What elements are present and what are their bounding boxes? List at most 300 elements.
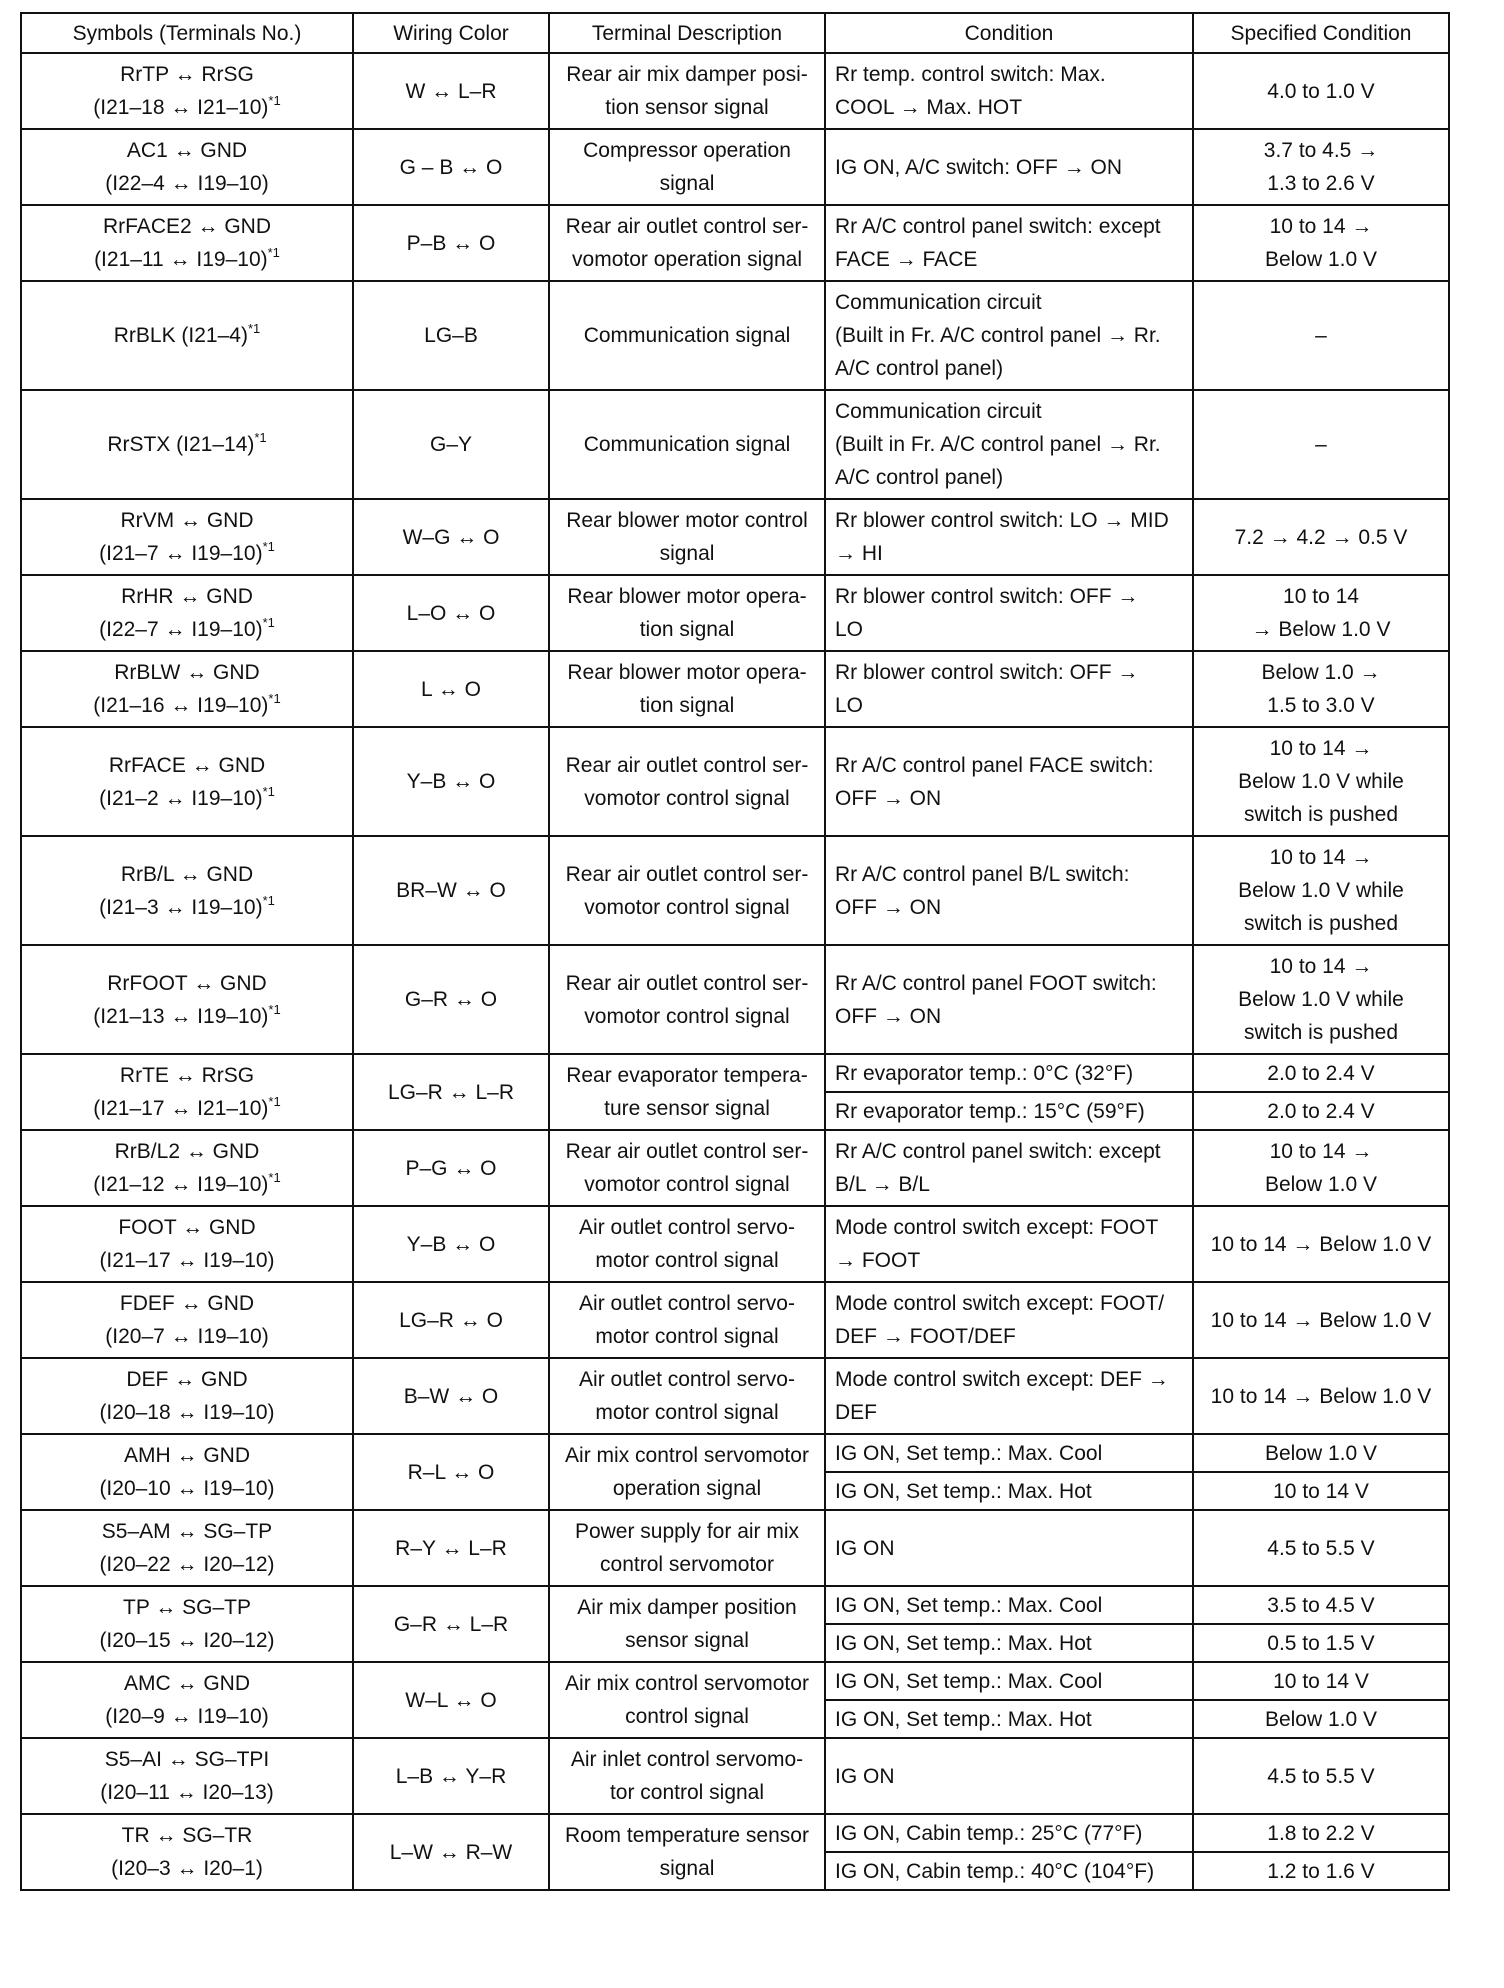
description-line: operation signal xyxy=(612,1477,762,1500)
terminal-numbers xyxy=(31,782,343,815)
description-line: control signal xyxy=(625,1705,749,1728)
footnote-mark: *1 xyxy=(262,615,275,630)
symbol-text: RrTP ↔ RrSG xyxy=(120,63,254,86)
terminal-numbers xyxy=(31,1092,343,1125)
description-line: tor control signal xyxy=(609,1781,765,1804)
wiring-color-cell: LG–R ↔ L–R xyxy=(353,1054,549,1130)
terminal-numbers xyxy=(31,1396,343,1429)
description-line: Air inlet control servomo- xyxy=(570,1748,804,1771)
condition-cell xyxy=(825,1852,1193,1890)
specified-line: Below 1.0 → xyxy=(1261,661,1381,684)
description-cell xyxy=(549,1662,825,1738)
specified-condition-cell xyxy=(1193,1586,1449,1624)
description-cell xyxy=(549,499,825,575)
condition-cell xyxy=(825,575,1193,651)
description-line: tion sensor signal xyxy=(605,96,769,119)
condition-line: Rr blower control switch: OFF → xyxy=(835,585,1139,608)
table-row xyxy=(21,1054,1449,1092)
condition-cell xyxy=(825,281,1193,390)
wiring-color-cell: G–Y xyxy=(353,390,549,499)
condition-line: COOL → Max. HOT xyxy=(835,96,1023,119)
terminal-numbers-text: (I21–17 ↔ I19–10) xyxy=(99,1249,275,1272)
condition-line: IG ON, Set temp.: Max. Cool xyxy=(835,1669,1103,1693)
symbol-text: RrB/L ↔ GND xyxy=(120,862,254,886)
specified-line: – xyxy=(1315,433,1327,456)
condition-cell xyxy=(825,499,1193,575)
condition-line: (Built in Fr. A/C control panel → Rr. xyxy=(835,433,1161,456)
description-cell xyxy=(549,1358,825,1434)
condition-cell xyxy=(825,1472,1193,1510)
wiring-color-cell: BR–W ↔ O xyxy=(353,836,549,945)
description-line: Air outlet control servo- xyxy=(579,1292,795,1315)
symbol-line xyxy=(31,58,343,91)
specified-condition-cell xyxy=(1193,1624,1449,1662)
wiring-color-cell: R–L ↔ O xyxy=(353,1434,549,1510)
symbol-line xyxy=(31,1211,343,1244)
condition-line: DEF → FOOT/DEF xyxy=(835,1325,1016,1348)
terminal-numbers xyxy=(31,1624,343,1657)
terminal-table xyxy=(20,12,1450,1891)
wiring-color-cell: G–R ↔ O xyxy=(353,945,549,1054)
symbol-cell xyxy=(21,1054,353,1130)
condition-line: Rr A/C control panel FACE switch: xyxy=(835,753,1154,777)
table-row xyxy=(21,281,1449,390)
description-line: Rear air outlet control ser- xyxy=(565,862,809,886)
footnote-mark: *1 xyxy=(247,321,261,336)
description-line: Air outlet control servo- xyxy=(579,1216,795,1239)
specified-condition-cell xyxy=(1193,1700,1449,1738)
symbol-cell xyxy=(21,1358,353,1434)
description-cell xyxy=(549,575,825,651)
description-line: Rear air outlet control ser- xyxy=(565,753,809,777)
terminal-numbers-text: (I21–7 ↔ I19–10) xyxy=(99,542,263,565)
specified-line: 0.5 to 1.5 V xyxy=(1267,1631,1375,1655)
footnote-mark: *1 xyxy=(268,1170,281,1185)
condition-cell xyxy=(825,205,1193,281)
condition-line: IG ON, Set temp.: Max. Hot xyxy=(835,1479,1092,1503)
description-cell xyxy=(549,129,825,205)
symbol-line xyxy=(31,580,343,613)
description-cell xyxy=(549,1586,825,1662)
description-line: motor control signal xyxy=(595,1325,779,1348)
specified-line: – xyxy=(1315,324,1327,347)
description-cell xyxy=(549,945,825,1054)
condition-cell xyxy=(825,53,1193,129)
condition-line: OFF → ON xyxy=(835,1004,942,1028)
table-row xyxy=(21,836,1449,945)
description-line: tion signal xyxy=(639,618,735,641)
condition-line: A/C control panel) xyxy=(835,357,1004,380)
terminal-numbers xyxy=(31,1776,343,1809)
specified-condition-cell xyxy=(1193,1814,1449,1852)
footnote-mark: *1 xyxy=(268,93,281,108)
specified-line: 2.0 to 2.4 V xyxy=(1267,1061,1375,1085)
symbol-line xyxy=(31,1439,343,1472)
table-row xyxy=(21,651,1449,727)
condition-line: Rr A/C control panel FOOT switch: xyxy=(835,971,1157,995)
symbol-line xyxy=(31,1667,343,1700)
condition-cell xyxy=(825,1662,1193,1700)
header-row xyxy=(21,13,1449,53)
condition-line: Communication circuit xyxy=(835,400,1042,423)
condition-line: Mode control switch except: FOOT xyxy=(835,1216,1159,1239)
description-cell xyxy=(549,1738,825,1814)
specified-line: 10 to 14 → xyxy=(1269,846,1373,869)
description-cell xyxy=(549,1054,825,1130)
specified-line: → Below 1.0 V xyxy=(1251,618,1391,641)
terminal-numbers-text: (I20–10 ↔ I19–10) xyxy=(99,1477,275,1500)
symbol-line xyxy=(31,1135,343,1168)
description-line: Communication signal xyxy=(583,324,791,347)
condition-cell xyxy=(825,1738,1193,1814)
symbol-text: DEF ↔ GND xyxy=(126,1368,248,1391)
specified-condition-cell xyxy=(1193,1092,1449,1130)
condition-cell xyxy=(825,1130,1193,1206)
specified-line: 10 to 14 xyxy=(1283,585,1359,608)
description-cell xyxy=(549,727,825,836)
condition-cell xyxy=(825,390,1193,499)
specified-condition-cell xyxy=(1193,1472,1449,1510)
symbol-cell xyxy=(21,129,353,205)
symbol-cell xyxy=(21,1434,353,1510)
symbol-cell xyxy=(21,1130,353,1206)
condition-line: OFF → ON xyxy=(835,895,942,919)
specified-condition-cell xyxy=(1193,1434,1449,1472)
table-row xyxy=(21,1738,1449,1814)
specified-line: 10 to 14 → Below 1.0 V xyxy=(1210,1308,1432,1332)
description-line: Rear air outlet control ser- xyxy=(565,215,809,238)
symbol-line xyxy=(31,1515,343,1548)
wiring-color-cell: R–Y ↔ L–R xyxy=(353,1510,549,1586)
table-row xyxy=(21,1662,1449,1700)
condition-line: (Built in Fr. A/C control panel → Rr. xyxy=(835,324,1161,347)
symbol-line xyxy=(31,134,343,167)
description-line: Air mix damper position xyxy=(577,1596,797,1619)
specified-condition-cell xyxy=(1193,836,1449,945)
condition-line: B/L → B/L xyxy=(835,1173,930,1196)
description-line: Rear air outlet control ser- xyxy=(565,971,809,995)
symbol-cell xyxy=(21,205,353,281)
specified-condition-cell xyxy=(1193,205,1449,281)
condition-line: Mode control switch except: FOOT/ xyxy=(835,1292,1165,1315)
symbol-cell xyxy=(21,651,353,727)
condition-line: Rr evaporator temp.: 15°C (59°F) xyxy=(835,1099,1145,1123)
specified-condition-cell xyxy=(1193,1662,1449,1700)
description-line: Rear blower motor opera- xyxy=(567,585,807,608)
condition-line: Rr A/C control panel switch: except xyxy=(835,1140,1161,1163)
specified-condition-cell xyxy=(1193,1510,1449,1586)
description-line: Room temperature sensor xyxy=(565,1824,809,1847)
condition-line: Rr A/C control panel switch: except xyxy=(835,215,1161,238)
condition-cell xyxy=(825,1510,1193,1586)
terminal-numbers-text: (I21–11 ↔ I19–10) xyxy=(94,248,268,271)
terminal-numbers-text: (I21–17 ↔ I21–10) xyxy=(93,1097,269,1120)
symbol-cell xyxy=(21,1738,353,1814)
specified-condition-cell xyxy=(1193,1130,1449,1206)
header-specified-condition: Specified Condition xyxy=(1193,13,1449,53)
condition-line: IG ON, Set temp.: Max. Hot xyxy=(835,1707,1092,1731)
condition-cell xyxy=(825,945,1193,1054)
symbol-cell xyxy=(21,727,353,836)
specified-line: 10 to 14 → Below 1.0 V xyxy=(1210,1384,1432,1408)
footnote-mark: *1 xyxy=(268,1094,281,1109)
terminal-numbers-text: (I20–3 ↔ I20–1) xyxy=(111,1857,263,1880)
specified-line: 10 to 14 V xyxy=(1273,1669,1369,1693)
wiring-color-cell: P–G ↔ O xyxy=(353,1130,549,1206)
wiring-color-cell: P–B ↔ O xyxy=(353,205,549,281)
condition-line: → HI xyxy=(835,542,883,565)
symbol-text: TR ↔ SG–TR xyxy=(121,1824,253,1847)
condition-line: LO xyxy=(835,618,864,641)
specified-line: 10 to 14 → Below 1.0 V xyxy=(1210,1232,1432,1256)
symbol-line xyxy=(31,428,343,461)
specified-condition-cell xyxy=(1193,727,1449,836)
wiring-color-cell: Y–B ↔ O xyxy=(353,1206,549,1282)
specified-line: switch is pushed xyxy=(1243,912,1399,935)
symbol-line xyxy=(31,504,343,537)
symbol-text: FDEF ↔ GND xyxy=(119,1292,255,1315)
symbol-cell xyxy=(21,1510,353,1586)
description-line: Air outlet control servo- xyxy=(579,1368,795,1391)
description-cell xyxy=(549,1434,825,1510)
symbol-text: RrFACE ↔ GND xyxy=(108,753,266,777)
description-cell xyxy=(549,836,825,945)
footnote-mark: *1 xyxy=(262,783,275,799)
condition-line: IG ON, Set temp.: Max. Cool xyxy=(835,1441,1103,1465)
description-line: Air mix control servomotor xyxy=(565,1444,809,1467)
specified-line: 1.8 to 2.2 V xyxy=(1267,1821,1375,1845)
footnote-mark: *1 xyxy=(267,245,280,260)
specified-line: 1.3 to 2.6 V xyxy=(1267,172,1375,195)
description-cell xyxy=(549,1814,825,1890)
condition-line: IG ON, Cabin temp.: 25°C (77°F) xyxy=(835,1821,1143,1845)
specified-line: 3.7 to 4.5 → xyxy=(1263,139,1379,162)
specified-condition-cell xyxy=(1193,1206,1449,1282)
description-line: control servomotor xyxy=(600,1553,774,1576)
table-row xyxy=(21,945,1449,1054)
description-line: signal xyxy=(659,542,715,565)
symbol-text: RrFOOT ↔ GND xyxy=(107,971,267,995)
terminal-numbers xyxy=(31,1472,343,1505)
wiring-color-cell: L–B ↔ Y–R xyxy=(353,1738,549,1814)
condition-line: FACE → FACE xyxy=(835,248,978,271)
specified-line: 1.5 to 3.0 V xyxy=(1267,694,1375,717)
footnote-mark: *1 xyxy=(254,430,267,445)
specified-line: 7.2 → 4.2 → 0.5 V xyxy=(1234,525,1408,549)
condition-cell xyxy=(825,1282,1193,1358)
table-row xyxy=(21,1586,1449,1624)
condition-cell xyxy=(825,1434,1193,1472)
table-row xyxy=(21,129,1449,205)
terminal-numbers xyxy=(31,1320,343,1353)
condition-cell xyxy=(825,651,1193,727)
table-row xyxy=(21,1130,1449,1206)
condition-line: LO xyxy=(835,694,864,717)
symbol-text: AMH ↔ GND xyxy=(124,1444,250,1467)
condition-line: IG ON xyxy=(835,1764,895,1788)
condition-line: Rr evaporator temp.: 0°C (32°F) xyxy=(835,1061,1134,1085)
terminal-numbers xyxy=(31,243,343,276)
description-line: Rear evaporator tempera- xyxy=(566,1064,808,1087)
symbol-line xyxy=(31,1363,343,1396)
specified-line: 10 to 14 → xyxy=(1269,1140,1373,1163)
specified-condition-cell xyxy=(1193,129,1449,205)
symbol-line xyxy=(31,967,343,1000)
condition-line: DEF xyxy=(835,1401,877,1424)
wiring-color-cell: L–O ↔ O xyxy=(353,575,549,651)
symbol-line xyxy=(31,1819,343,1852)
description-line: Air mix control servomotor xyxy=(565,1672,809,1695)
symbol-cell xyxy=(21,281,353,390)
specified-line: 1.2 to 1.6 V xyxy=(1267,1859,1375,1883)
specified-line: switch is pushed xyxy=(1243,803,1399,826)
wiring-color-cell: Y–B ↔ O xyxy=(353,727,549,836)
condition-line: IG ON, Set temp.: Max. Cool xyxy=(835,1593,1103,1617)
wiring-color-cell: G – B ↔ O xyxy=(353,129,549,205)
specified-line: 10 to 14 V xyxy=(1273,1479,1369,1503)
wiring-color-cell: W–L ↔ O xyxy=(353,1662,549,1738)
header-wiring-color: Wiring Color xyxy=(353,13,549,53)
table-row xyxy=(21,1282,1449,1358)
description-line: motor control signal xyxy=(595,1401,779,1424)
condition-line: Mode control switch except: DEF → xyxy=(835,1368,1169,1391)
specified-condition-cell xyxy=(1193,575,1449,651)
table-row xyxy=(21,53,1449,129)
specified-condition-cell xyxy=(1193,1852,1449,1890)
specified-line: 3.5 to 4.5 V xyxy=(1267,1593,1375,1617)
table-row xyxy=(21,575,1449,651)
condition-line: IG ON xyxy=(835,1536,895,1560)
condition-line: A/C control panel) xyxy=(835,466,1004,489)
specified-line: Below 1.0 V xyxy=(1264,1707,1378,1731)
condition-line: Rr blower control switch: LO → MID xyxy=(835,509,1169,532)
specified-line: 4.0 to 1.0 V xyxy=(1267,79,1375,103)
description-cell xyxy=(549,1130,825,1206)
description-line: Rear blower motor control xyxy=(566,509,808,532)
table-row xyxy=(21,205,1449,281)
condition-cell xyxy=(825,129,1193,205)
terminal-numbers xyxy=(31,1852,343,1885)
footnote-mark: *1 xyxy=(262,539,275,554)
table-row xyxy=(21,1434,1449,1472)
description-cell xyxy=(549,1510,825,1586)
condition-line: IG ON, Cabin temp.: 40°C (104°F) xyxy=(835,1859,1155,1883)
terminal-numbers xyxy=(31,537,343,570)
symbol-text: AMC ↔ GND xyxy=(124,1672,250,1695)
terminal-numbers-text: (I21–16 ↔ I19–10) xyxy=(93,694,269,717)
description-line: vomotor control signal xyxy=(584,786,790,810)
specified-condition-cell xyxy=(1193,1054,1449,1092)
symbol-line xyxy=(31,749,343,782)
description-line: tion signal xyxy=(639,694,735,717)
terminal-numbers xyxy=(31,1548,343,1581)
wiring-color-cell: LG–B xyxy=(353,281,549,390)
condition-cell xyxy=(825,1054,1193,1092)
wiring-color-cell: LG–R ↔ O xyxy=(353,1282,549,1358)
symbol-cell xyxy=(21,1662,353,1738)
description-line: Rear air outlet control ser- xyxy=(565,1140,809,1163)
wiring-color-cell: W ↔ L–R xyxy=(353,53,549,129)
symbol-cell xyxy=(21,575,353,651)
terminal-numbers-text: (I20–15 ↔ I20–12) xyxy=(99,1629,275,1652)
description-cell xyxy=(549,53,825,129)
description-line: vomotor operation signal xyxy=(572,248,802,271)
symbol-line xyxy=(31,1287,343,1320)
terminal-numbers xyxy=(31,1244,343,1277)
condition-line: Rr temp. control switch: Max. xyxy=(835,63,1106,86)
description-line: vomotor control signal xyxy=(584,1004,790,1028)
terminal-numbers xyxy=(31,1168,343,1201)
specified-line: Below 1.0 V while xyxy=(1238,879,1404,902)
symbol-text: RrVM ↔ GND xyxy=(120,509,254,532)
specified-line: 10 to 14 → xyxy=(1269,955,1373,978)
description-cell xyxy=(549,1206,825,1282)
description-line: Rear blower motor opera- xyxy=(567,661,807,684)
symbol-cell xyxy=(21,836,353,945)
description-line: vomotor control signal xyxy=(584,895,790,919)
terminal-numbers-text: (I20–18 ↔ I19–10) xyxy=(99,1401,275,1424)
specified-line: 4.5 to 5.5 V xyxy=(1267,1764,1375,1788)
footnote-mark: *1 xyxy=(268,691,281,706)
terminal-numbers xyxy=(31,91,343,124)
symbol-line xyxy=(31,1059,343,1092)
description-line: Compressor operation xyxy=(583,139,791,162)
terminal-numbers-text: (I21–12 ↔ I19–10) xyxy=(93,1173,269,1196)
description-line: motor control signal xyxy=(595,1249,779,1272)
symbol-text: S5–AM ↔ SG–TP xyxy=(101,1520,273,1543)
terminal-numbers xyxy=(31,167,343,200)
specified-line: Below 1.0 V while xyxy=(1238,770,1404,793)
symbol-text: RrBLW ↔ GND xyxy=(114,661,260,684)
description-cell xyxy=(549,390,825,499)
description-line: vomotor control signal xyxy=(584,1173,790,1196)
terminal-numbers xyxy=(31,1000,343,1033)
table-row xyxy=(21,1358,1449,1434)
condition-line: Communication circuit xyxy=(835,291,1042,314)
specified-line: 2.0 to 2.4 V xyxy=(1267,1099,1375,1123)
symbol-text: RrB/L2 ↔ GND xyxy=(114,1140,260,1163)
symbol-text: TP ↔ SG–TP xyxy=(123,1596,251,1619)
condition-line: Rr A/C control panel B/L switch: xyxy=(835,862,1130,886)
symbol-cell xyxy=(21,1586,353,1662)
symbol-cell xyxy=(21,945,353,1054)
symbol-line xyxy=(31,858,343,891)
table-row xyxy=(21,1206,1449,1282)
description-line: Rear air mix damper posi- xyxy=(566,63,808,86)
symbol-line xyxy=(31,210,343,243)
specified-line: Below 1.0 V xyxy=(1264,248,1378,271)
condition-line: IG ON, A/C switch: OFF → ON xyxy=(835,155,1123,179)
description-cell xyxy=(549,205,825,281)
description-line: signal xyxy=(659,1857,715,1880)
symbol-line xyxy=(31,319,343,352)
table-row xyxy=(21,390,1449,499)
specified-condition-cell xyxy=(1193,499,1449,575)
specified-condition-cell xyxy=(1193,1282,1449,1358)
symbol-text: FOOT ↔ GND xyxy=(118,1216,256,1239)
footnote-mark: *1 xyxy=(268,1001,281,1017)
terminal-numbers-text: (I21–18 ↔ I21–10) xyxy=(93,96,269,119)
description-cell xyxy=(549,281,825,390)
condition-line: Rr blower control switch: OFF → xyxy=(835,661,1139,684)
specified-line: switch is pushed xyxy=(1243,1021,1399,1044)
condition-cell xyxy=(825,1700,1193,1738)
symbol-cell xyxy=(21,1814,353,1890)
condition-cell xyxy=(825,1624,1193,1662)
terminal-numbers-text: (I20–7 ↔ I19–10) xyxy=(105,1325,269,1348)
symbol-line xyxy=(31,1591,343,1624)
specified-condition-cell xyxy=(1193,945,1449,1054)
